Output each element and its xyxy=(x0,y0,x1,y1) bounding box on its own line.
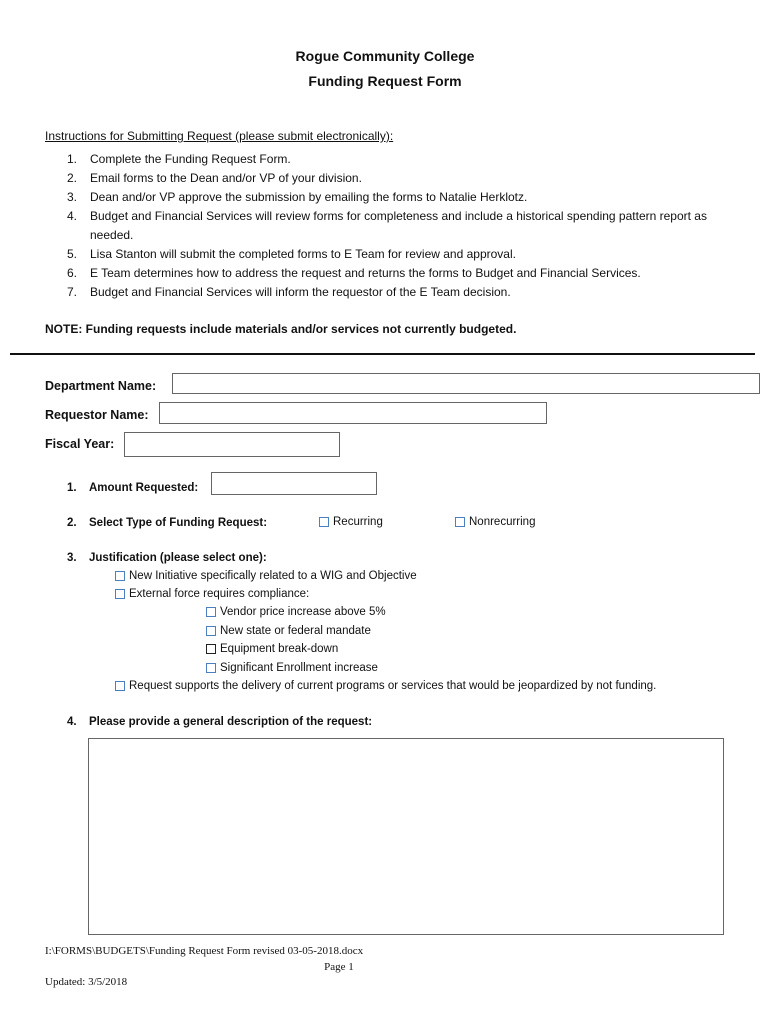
requestor-label: Requestor Name: xyxy=(45,408,149,422)
external-force-option[interactable]: External force requires compliance: xyxy=(115,588,309,600)
checkbox-icon[interactable] xyxy=(206,607,216,617)
vendor-price-option[interactable]: Vendor price increase above 5% xyxy=(206,606,386,618)
fiscal-year-input[interactable] xyxy=(124,432,340,457)
instructions-heading: Instructions for Submitting Request (please submit electronically): xyxy=(45,129,394,143)
instruction-item: 6. E Team determines how to address the request and returns the forms to Budget and Financial Services. xyxy=(67,266,641,280)
fiscal-year-label: Fiscal Year: xyxy=(45,437,115,451)
requestor-input[interactable] xyxy=(159,402,547,424)
instruction-item: 4. Budget and Financial Services will review forms for completeness and include a historical spending pattern report as needed. xyxy=(67,209,707,242)
department-input[interactable] xyxy=(172,373,760,394)
checkbox-icon[interactable] xyxy=(206,626,216,636)
funding-type-label: 2. Select Type of Funding Request: xyxy=(67,517,268,529)
instructions-list xyxy=(45,150,710,302)
justification-label: 3. Justification (please select one): xyxy=(67,552,267,564)
enrollment-option[interactable]: Significant Enrollment increase xyxy=(206,662,378,674)
instruction-item: 2. Email forms to the Dean and/or VP of your division. xyxy=(67,171,362,185)
checkbox-icon[interactable] xyxy=(206,663,216,673)
request-supports-option[interactable]: Request supports the delivery of current programs or services that would be jeopardized by not funding. xyxy=(115,680,656,692)
checkbox-icon[interactable] xyxy=(115,571,125,581)
instruction-item: 1. Complete the Funding Request Form. xyxy=(67,152,291,166)
college-name: Rogue Community College xyxy=(295,48,475,64)
description-label: 4. Please provide a general description of the request: xyxy=(67,716,373,728)
amount-requested-input[interactable] xyxy=(211,472,377,495)
mandate-option[interactable]: New state or federal mandate xyxy=(206,625,371,637)
checkbox-icon[interactable] xyxy=(455,517,465,527)
instruction-item: 3. Dean and/or VP approve the submission by emailing the forms to Natalie Herklotz. xyxy=(67,190,528,204)
form-title: Funding Request Form xyxy=(308,73,462,89)
updated-date: Updated: 3/5/2018 xyxy=(45,976,128,988)
checkbox-icon[interactable] xyxy=(115,681,125,691)
new-initiative-option[interactable]: New Initiative specifically related to a WIG and Objective xyxy=(115,570,417,582)
nonrecurring-option[interactable]: Nonrecurring xyxy=(455,516,535,528)
recurring-option[interactable]: Recurring xyxy=(319,516,383,528)
file-path: I:\FORMS\BUDGETS\Funding Request Form revised 03-05-2018.docx xyxy=(45,945,364,957)
page-number: Page 1 xyxy=(324,961,354,973)
note-text: NOTE: Funding requests include materials and/or services not currently budgeted. xyxy=(45,322,517,336)
instruction-item: 5. Lisa Stanton will submit the completed forms to E Team for review and approval. xyxy=(67,247,516,261)
amount-requested-label: 1. Amount Requested: xyxy=(67,482,199,494)
checkbox-icon[interactable] xyxy=(206,644,216,654)
checkbox-icon[interactable] xyxy=(319,517,329,527)
instruction-item: 7. Budget and Financial Services will inform the requestor of the E Team decision. xyxy=(67,285,511,299)
section-divider xyxy=(10,353,755,355)
description-textarea[interactable] xyxy=(88,738,724,935)
department-label: Department Name: xyxy=(45,379,157,393)
equipment-option[interactable]: Equipment break-down xyxy=(206,643,338,655)
checkbox-icon[interactable] xyxy=(115,589,125,599)
